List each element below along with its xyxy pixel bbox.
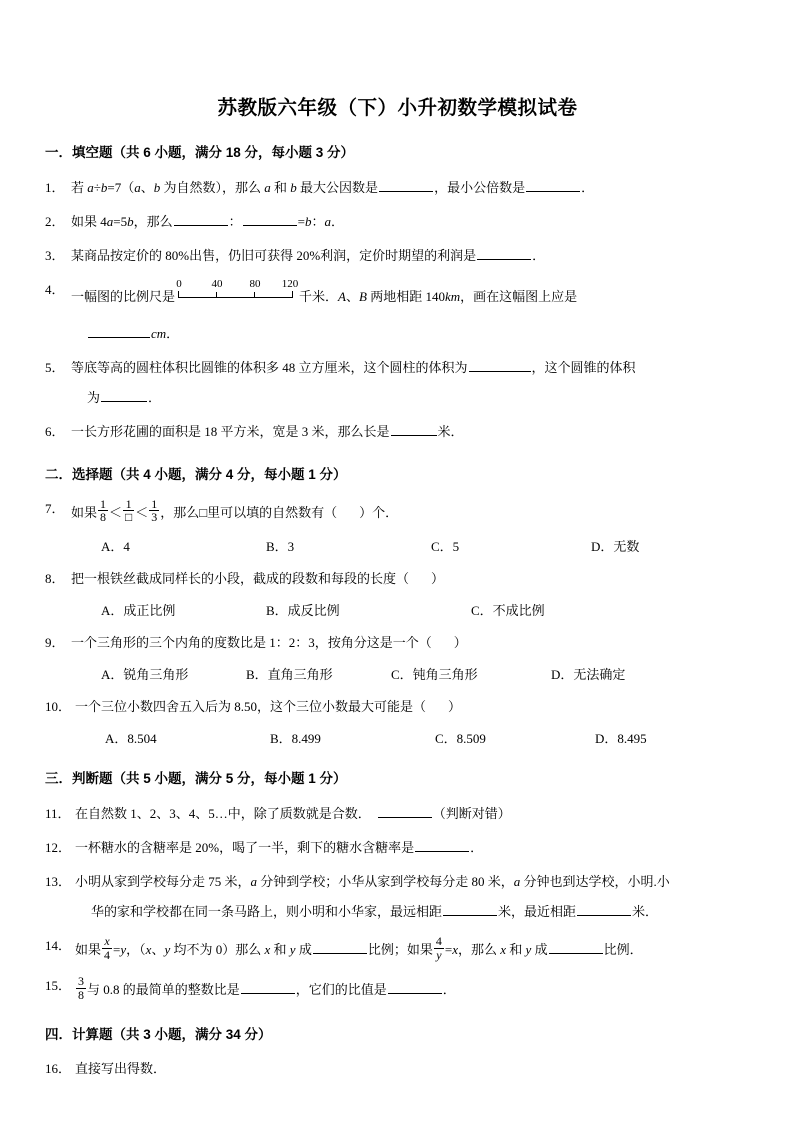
q9-option-d-key: D． bbox=[551, 667, 574, 683]
q1-answer-blank-2[interactable] bbox=[526, 178, 580, 191]
q8-option-c-text: 不成比例 bbox=[492, 603, 545, 619]
q2-text-6: ： bbox=[311, 213, 325, 229]
q5-answer-blank-1[interactable] bbox=[469, 359, 531, 372]
q4-text-5: ，画在这幅图上应是 bbox=[460, 289, 578, 305]
question-14-number: 14． bbox=[45, 938, 72, 954]
q7-option-b[interactable] bbox=[266, 537, 294, 557]
q3-text-2: ． bbox=[532, 247, 546, 263]
q10-text-2: ） bbox=[448, 699, 462, 715]
q10-option-d-text: 8.495 bbox=[617, 731, 647, 747]
q7-fraction-1 bbox=[98, 498, 108, 524]
q2-text-7: ． bbox=[331, 213, 345, 229]
q7-fraction-3-numerator: 1 bbox=[151, 496, 158, 511]
question-9-options bbox=[101, 665, 750, 683]
q9-option-a-text: 锐角三角形 bbox=[123, 667, 189, 683]
q2-var-a2: a bbox=[324, 213, 331, 229]
q7-option-d-key: D． bbox=[591, 539, 614, 555]
q11-answer-blank[interactable] bbox=[378, 804, 432, 817]
section-heading-multiple-choice: 二．选择题（共 4 小题，满分 4 分，每小题 1 分） bbox=[45, 466, 347, 482]
q2-var-b2: b bbox=[304, 213, 312, 229]
q14-fraction-2 bbox=[434, 935, 444, 961]
question-13-number: 13． bbox=[45, 873, 72, 889]
q8-option-c[interactable] bbox=[471, 601, 545, 621]
q10-option-a[interactable] bbox=[105, 729, 157, 749]
q8-option-b-key: B． bbox=[266, 603, 288, 619]
question-7-number: 7． bbox=[45, 500, 65, 516]
q14-text-5: 均不为 0）那么 bbox=[170, 942, 265, 958]
q7-fraction-2-numerator: 1 bbox=[123, 498, 134, 512]
question-8-options bbox=[101, 601, 750, 619]
q7-option-c-key: C． bbox=[431, 539, 453, 555]
q1-var-b3: b bbox=[290, 179, 297, 195]
q8-option-b-text: 成反比例 bbox=[287, 603, 340, 619]
q10-text-1: 一个三位小数四舍五入后为 8.50，这个三位小数最大可能是（ bbox=[75, 699, 427, 715]
scale-ruler-diagram bbox=[176, 280, 298, 308]
q9-text-2: ） bbox=[453, 635, 467, 651]
q8-text-1: 把一根铁丝截成同样长的小段，截成的段数和每段的长度（ bbox=[71, 571, 410, 587]
q1-var-b2: b bbox=[153, 179, 161, 195]
question-8-number: 8． bbox=[45, 571, 65, 587]
q3-answer-blank-1[interactable] bbox=[477, 247, 531, 260]
q14-text-11: 和 bbox=[506, 942, 526, 958]
q7-option-d[interactable] bbox=[591, 537, 639, 557]
q8-option-b[interactable] bbox=[266, 601, 340, 621]
q2-text-5: = bbox=[297, 213, 305, 229]
q13-text-3: 分钟也到达学校，小明.小 bbox=[520, 873, 670, 889]
q14-fraction-2-denominator: y bbox=[436, 947, 442, 962]
q2-answer-blank-2[interactable] bbox=[243, 212, 297, 225]
q11-text-1: 在自然数 1、2、3、4、5…中，除了质数就是合数． bbox=[75, 805, 371, 821]
q8-text-2: ） bbox=[431, 571, 445, 587]
q16-text-1: 直接写出得数． bbox=[75, 1060, 167, 1076]
q7-option-d-text: 无数 bbox=[613, 539, 640, 555]
q5-text-2: ，这个圆锥的体积 bbox=[531, 360, 636, 376]
q4-text-6: cm bbox=[151, 326, 167, 342]
q4-text-2: ． bbox=[325, 289, 339, 305]
q2-var-b: b bbox=[127, 213, 134, 229]
q14-var-x4: x bbox=[452, 942, 458, 958]
q4-point-b: B bbox=[359, 289, 367, 305]
q13-answer-blank-2[interactable] bbox=[577, 903, 631, 916]
q7-option-b-key: B． bbox=[266, 539, 288, 555]
q1-text-4: 、 bbox=[140, 179, 154, 195]
question-13 bbox=[45, 872, 750, 922]
q4-text-3: 、 bbox=[346, 289, 360, 305]
q14-var-x3: x bbox=[264, 942, 271, 958]
q2-answer-blank-1[interactable] bbox=[174, 212, 228, 225]
question-10-number: 10． bbox=[45, 699, 72, 715]
question-9-number: 9． bbox=[45, 635, 65, 651]
q14-answer-blank-2[interactable] bbox=[549, 941, 603, 954]
q14-fraction-1-denominator: 4 bbox=[104, 947, 111, 962]
q1-text-3: =7（ bbox=[107, 179, 135, 195]
q4-point-a: A bbox=[338, 289, 346, 305]
question-8 bbox=[45, 569, 750, 619]
q7-fraction-2-denominator: □ bbox=[125, 510, 133, 525]
q15-text-3: ． bbox=[442, 982, 456, 998]
q5-text-1: 等底等高的圆柱体积比圆锥的体积多 48 立方厘米，这个圆柱的体积为 bbox=[71, 360, 468, 376]
question-1 bbox=[45, 178, 750, 198]
q14-var-y: y bbox=[120, 942, 127, 958]
q9-option-c[interactable] bbox=[391, 665, 478, 685]
q1-text-5: 为自然数），那么 bbox=[160, 179, 265, 195]
q1-var-a: a bbox=[87, 179, 94, 195]
q12-answer-blank[interactable] bbox=[415, 838, 469, 851]
scale-tick-label-80: 80 bbox=[249, 278, 261, 291]
q6-text-2: 米． bbox=[437, 424, 464, 440]
question-4-number: 4． bbox=[45, 282, 65, 298]
q14-text-9: = bbox=[444, 942, 453, 958]
q14-var-x5: x bbox=[500, 942, 507, 958]
scale-ruler-tick-mid-1 bbox=[216, 292, 217, 298]
q7-option-a-text: 4 bbox=[123, 539, 130, 555]
q15-answer-blank-1[interactable] bbox=[241, 981, 295, 994]
question-11-number: 11． bbox=[45, 805, 71, 821]
q2-text-4: ： bbox=[228, 213, 242, 229]
q9-option-a[interactable] bbox=[101, 665, 188, 685]
scale-ruler-tick-start bbox=[178, 291, 179, 298]
q14-text-8: 比例；如果 bbox=[367, 942, 433, 958]
question-9 bbox=[45, 633, 750, 683]
q7-fraction-1-numerator: 1 bbox=[100, 496, 107, 511]
q7-option-c[interactable] bbox=[431, 537, 459, 557]
q13-var-a: a bbox=[250, 873, 258, 889]
q7-fraction-2 bbox=[123, 498, 134, 524]
question-12-number: 12． bbox=[45, 839, 72, 855]
q14-fraction-2-numerator: 4 bbox=[435, 934, 442, 949]
q5-text-3: 为 bbox=[87, 390, 101, 406]
q10-option-c-text: 8.509 bbox=[456, 731, 486, 747]
scale-tick-label-0: 0 bbox=[176, 278, 182, 291]
q15-answer-blank-2[interactable] bbox=[388, 981, 442, 994]
q14-var-x2: x bbox=[145, 942, 152, 958]
q14-text-12: 成 bbox=[531, 942, 548, 958]
q3-text-1: 某商品按定价的 80%出售，仍旧可获得 20%利润，定价时期望的利润是 bbox=[71, 247, 477, 263]
q1-text-6: 和 bbox=[270, 179, 291, 195]
q7-option-b-text: 3 bbox=[287, 539, 295, 555]
q14-var-y2: y bbox=[164, 942, 171, 958]
q11-text-2: （判断对错） bbox=[432, 805, 511, 821]
question-3 bbox=[45, 246, 750, 266]
q13-text-5: 米，最近相距 bbox=[498, 904, 577, 920]
q10-option-b-key: B． bbox=[270, 731, 292, 747]
q1-answer-blank-1[interactable] bbox=[379, 178, 433, 191]
q10-option-b-text: 8.499 bbox=[291, 731, 321, 747]
q10-option-c-key: C． bbox=[435, 731, 457, 747]
q8-option-a-text: 成正比例 bbox=[123, 603, 176, 619]
q1-text-7: 最大公因数是 bbox=[296, 179, 379, 195]
q1-text-8: ，最小公倍数是 bbox=[434, 179, 526, 195]
q7-lt-2: ＜ bbox=[135, 504, 149, 520]
q9-text-1: 一个三角形的三个内角的度数比是 1：2：3，按角分这是一个（ bbox=[71, 635, 432, 651]
q13-text-4: 华的家和学校都在同一条马路上，则小明和小华家，最远相距 bbox=[91, 904, 443, 920]
q14-text-4: 、 bbox=[151, 942, 165, 958]
q7-option-a-key: A． bbox=[101, 539, 124, 555]
q9-option-d-text: 无法确定 bbox=[573, 667, 626, 683]
section-heading-calculation: 四．计算题（共 3 小题，满分 34 分） bbox=[45, 1026, 272, 1042]
question-2-number: 2． bbox=[45, 213, 65, 229]
q12-text-1: 一杯糖水的含糖率是 20%，喝了一半，剩下的糖水含糖率是 bbox=[75, 839, 415, 855]
question-11 bbox=[45, 804, 750, 824]
q15-fraction-1-numerator: 3 bbox=[78, 974, 84, 989]
q8-option-c-key: C． bbox=[471, 603, 493, 619]
q8-option-a-key: A． bbox=[101, 603, 124, 619]
q10-option-d-key: D． bbox=[595, 731, 618, 747]
q9-option-d[interactable] bbox=[551, 665, 625, 685]
q14-fraction-1 bbox=[102, 935, 112, 961]
q8-option-a[interactable] bbox=[101, 601, 175, 621]
q7-lt-1: ＜ bbox=[109, 504, 123, 520]
q10-option-c[interactable] bbox=[435, 729, 486, 749]
page-content bbox=[45, 0, 750, 1079]
question-3-number: 3． bbox=[45, 247, 65, 263]
q7-option-a[interactable] bbox=[101, 537, 130, 557]
q9-option-c-text: 钝角三角形 bbox=[412, 667, 478, 683]
q14-text-10: ，那么 bbox=[457, 942, 501, 958]
q14-text-6: 和 bbox=[270, 942, 290, 958]
q13-text-6: 米． bbox=[632, 904, 659, 920]
scale-ruler-baseline bbox=[178, 297, 293, 298]
question-7 bbox=[45, 496, 750, 555]
question-16-number: 16． bbox=[45, 1060, 72, 1076]
q14-text-7: 成 bbox=[295, 942, 312, 958]
q14-fraction-1-numerator: x bbox=[102, 935, 112, 949]
q13-text-1: 小明从家到学校每分走 75 米， bbox=[75, 873, 251, 889]
question-15 bbox=[45, 976, 750, 1002]
q4-text-7: ． bbox=[166, 326, 180, 342]
q1-var-a3: a bbox=[264, 179, 271, 195]
question-10 bbox=[45, 697, 750, 747]
q4-text-1: 一幅图的比例尺是 bbox=[71, 289, 176, 305]
q5-answer-blank-2[interactable] bbox=[101, 389, 147, 402]
q15-text-2: ，它们的比值是 bbox=[295, 982, 387, 998]
q9-option-b-text: 直角三角形 bbox=[267, 667, 333, 683]
q7-option-c-text: 5 bbox=[452, 539, 460, 555]
q13-answer-blank-1[interactable] bbox=[443, 903, 497, 916]
q2-text-3: ，那么 bbox=[133, 213, 173, 229]
question-2 bbox=[45, 212, 750, 232]
q14-answer-blank-1[interactable] bbox=[313, 941, 367, 954]
question-1-number: 1． bbox=[45, 179, 65, 195]
q12-text-2: ． bbox=[470, 839, 484, 855]
section-heading-true-false: 三．判断题（共 5 小题，满分 5 分，每小题 1 分） bbox=[45, 771, 347, 787]
q15-fraction-1 bbox=[76, 975, 86, 1001]
q15-text-1: 与 0.8 的最简单的整数比是 bbox=[87, 982, 240, 998]
q7-text-1: 如果 bbox=[71, 504, 98, 520]
q14-var-y4: y bbox=[525, 942, 532, 958]
q9-option-b-key: B． bbox=[246, 667, 268, 683]
q7-fraction-1-denominator: 8 bbox=[100, 510, 107, 525]
q14-text-13: 比例． bbox=[603, 942, 643, 958]
scale-ruler-labels bbox=[176, 276, 298, 290]
question-4 bbox=[45, 280, 750, 344]
q6-text-1: 一长方形花圃的面积是 18 平方米，宽是 3 米，那么长是 bbox=[71, 424, 390, 440]
question-7-options bbox=[101, 537, 750, 555]
q14-text-3: ，（ bbox=[126, 942, 146, 958]
scale-tick-label-40: 40 bbox=[211, 278, 223, 291]
scale-ruler-unit: 千米 bbox=[299, 289, 326, 305]
q9-option-b[interactable] bbox=[246, 665, 333, 685]
q6-answer-blank-1[interactable] bbox=[391, 423, 437, 436]
question-6-number: 6． bbox=[45, 424, 65, 440]
question-12 bbox=[45, 838, 750, 858]
q14-var-y3: y bbox=[289, 942, 296, 958]
q9-option-c-key: C． bbox=[391, 667, 413, 683]
q7-fraction-3 bbox=[149, 498, 159, 524]
q2-var-a: a bbox=[106, 213, 114, 229]
q4-text-4: 两地相距 140 bbox=[366, 289, 445, 305]
q2-text-2: =5 bbox=[113, 213, 128, 229]
q10-option-d[interactable] bbox=[595, 729, 647, 749]
question-16 bbox=[45, 1059, 750, 1079]
q7-text-3: ）个． bbox=[359, 504, 399, 520]
q10-option-b[interactable] bbox=[270, 729, 321, 749]
question-6 bbox=[45, 422, 750, 442]
q1-var-a2: a bbox=[134, 179, 141, 195]
q10-option-a-text: 8.504 bbox=[127, 731, 157, 747]
q1-text-1: 若 bbox=[71, 179, 88, 195]
q4-answer-blank-1[interactable] bbox=[88, 325, 150, 338]
q1-text-2: ÷ bbox=[93, 179, 101, 195]
question-5 bbox=[45, 358, 750, 408]
question-15-number: 15． bbox=[45, 978, 72, 994]
q7-text-2: ，那么□里可以填的自然数有（ bbox=[160, 504, 338, 520]
question-5-number: 5． bbox=[45, 360, 65, 376]
q13-text-2: 分钟到学校；小华从家到学校每分走 80 米， bbox=[257, 873, 514, 889]
q1-var-b: b bbox=[100, 179, 108, 195]
q13-var-a2: a bbox=[513, 873, 521, 889]
q2-text-1: 如果 4 bbox=[71, 213, 107, 229]
scale-tick-label-120: 120 bbox=[281, 278, 299, 291]
question-14 bbox=[45, 936, 750, 962]
scale-ruler-tick-mid-2 bbox=[254, 292, 255, 298]
q4-unit-km: km bbox=[444, 289, 461, 305]
q7-fraction-3-denominator: 3 bbox=[151, 510, 158, 525]
scale-ruler-tick-end bbox=[292, 291, 293, 298]
q9-option-a-key: A． bbox=[101, 667, 124, 683]
question-10-options bbox=[105, 729, 750, 747]
q14-text-2: = bbox=[113, 942, 121, 958]
section-heading-fill-in-blank: 一．填空题（共 6 小题，满分 18 分，每小题 3 分） bbox=[45, 145, 355, 161]
q15-fraction-1-denominator: 8 bbox=[78, 988, 84, 1003]
page-title: 苏教版六年级（下）小升初数学模拟试卷 bbox=[217, 97, 578, 119]
q14-text-1: 如果 bbox=[75, 942, 102, 958]
q10-option-a-key: A． bbox=[105, 731, 128, 747]
q1-text-9: ． bbox=[581, 179, 595, 195]
q5-text-4: ． bbox=[148, 390, 162, 406]
